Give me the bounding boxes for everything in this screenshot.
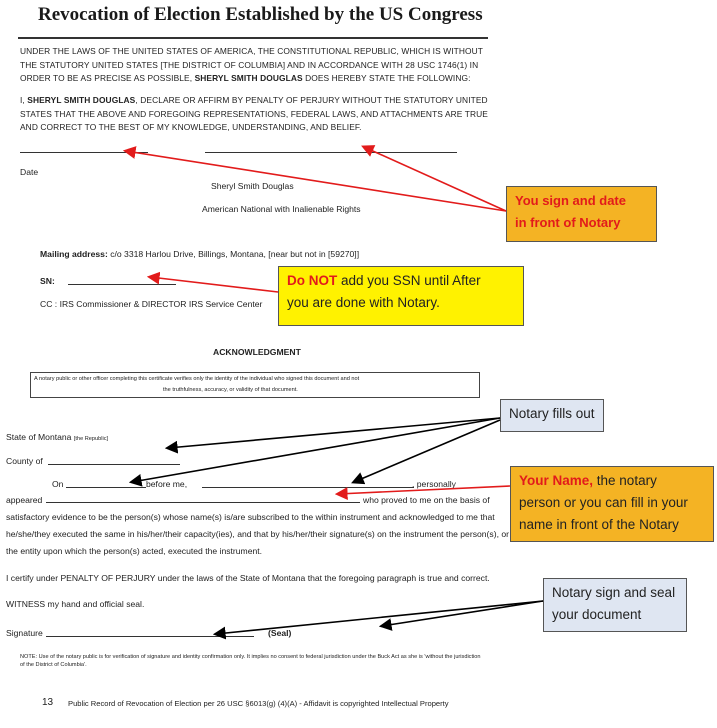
declare-1a: I, — [20, 95, 28, 105]
body-line-2: he/she/they executed the same in his/her/their capacity(ies), and that by his/her/their signature(s) on the instrument the person(s), or — [6, 529, 509, 539]
certify-line: I certify under PENALTY OF PERJURY under the laws of the State of Montana that the foregoing paragraph is true and correct. — [6, 573, 490, 583]
cc-line: CC : IRS Commissioner & DIRECTOR IRS Service Center — [40, 299, 263, 309]
page-number: 13 — [42, 697, 54, 708]
callout-name-l2: person or you can fill in your — [519, 495, 688, 510]
callout-name-l3: name in front of the Notary — [519, 517, 679, 532]
ack-box-line-2: the truthfulness, accuracy, or validity of that document. — [163, 387, 298, 393]
callout-ssn-bold: Do NOT — [287, 273, 338, 288]
note-line-1: NOTE: Use of the notary public is for verification of signature and identity confirmation only. It implies no consent to federal jurisdiction under the Buck Act as she is 'without the jurisdiction — [20, 654, 481, 660]
intro-line-3b: DOES HEREBY STATE THE FOLLOWING: — [302, 73, 471, 83]
appeared-label: appeared — [6, 495, 43, 505]
footer-text: Public Record of Revocation of Election per 26 USC §6013(g) (4)(A) - Affidavit is copyrighted Intellectual Property — [68, 699, 449, 708]
county-label: County of — [6, 456, 43, 466]
callout-sign-date-l1: You sign and date — [515, 193, 626, 208]
intro-name: SHERYL SMITH DOUGLAS — [194, 73, 303, 83]
body-line-1: satisfactory evidence to be the person(s) whose name(s) is/are subscribed to the within instrument and acknowledged to me that — [6, 512, 495, 522]
arrow-to-signature — [216, 601, 543, 634]
ack-title: ACKNOWLEDGMENT — [213, 347, 301, 357]
on-label: On — [52, 479, 64, 489]
declare-1b: , DECLARE OR AFFIRM BY PENALTY OF PERJURY WITHOUT THE STATUTORY UNITED — [135, 95, 488, 105]
callout-ssn-l2: you are done with Notary. — [287, 295, 440, 310]
ack-box-line-1: A notary public or other officer completing this certificate verifies only the identity of the individual who signed this document and not — [34, 376, 360, 382]
who-proved: who proved to me on the basis of — [363, 495, 490, 505]
intro-line-3a: ORDER TO BE AS PRECISE AS POSSIBLE, — [20, 73, 195, 83]
body-line-3: the entity upon which the person(s) acted, executed the instrument. — [6, 546, 263, 556]
callout-notary-fills-text: Notary fills out — [509, 406, 595, 421]
mailing-value: c/o 3318 Harlou Drive, Billings, Montana, [near but not in [59270]] — [107, 249, 360, 259]
callout-name-bold: Your Name, — [519, 473, 594, 488]
arrow-to-county — [132, 418, 500, 482]
arrow-to-date-line — [126, 151, 506, 211]
callout-seal-l2: your document — [552, 607, 642, 622]
state-label: State of Montana — [6, 432, 72, 442]
arrow-to-seal — [382, 601, 543, 626]
mailing-label: Mailing address: — [40, 249, 108, 259]
signature-label: Signature — [6, 628, 43, 638]
arrow-to-signer-line — [364, 147, 506, 211]
date-label: Date — [20, 167, 39, 177]
sn-label: SN: — [40, 276, 55, 286]
callout-seal-l1: Notary sign and seal — [552, 585, 676, 600]
state-small: [the Republic] — [73, 436, 109, 442]
callout-name-rest: the notary — [593, 473, 657, 488]
signer-status: American National with Inalienable Rights — [202, 204, 361, 214]
arrow-to-state — [168, 418, 500, 448]
callout-sign-date-l2: in front of Notary — [515, 215, 621, 230]
arrow-to-sn-line — [150, 277, 278, 292]
declare-line-2: STATES THAT THE ABOVE AND FOREGOING REPRESENTATIONS, FEDERAL LAWS, AND ATTACHMENTS ARE TRUE — [20, 108, 488, 119]
personally-label: , personally — [412, 479, 456, 489]
declare-name: SHERYL SMITH DOUGLAS — [27, 95, 136, 105]
signer-name: Sheryl Smith Douglas — [211, 181, 294, 191]
document-title: Revocation of Election Established by the US Congress — [38, 4, 483, 25]
intro-line-1: UNDER THE LAWS OF THE UNITED STATES OF AMERICA, THE CONSTITUTIONAL REPUBLIC, WHICH IS WITHOUT — [20, 46, 483, 56]
seal-label: (Seal) — [268, 628, 292, 638]
arrow-to-appeared-name — [338, 486, 510, 494]
declare-line-3: AND CORRECT TO THE BEST OF MY KNOWLEDGE, UNDERSTANDING, AND BELIEF. — [20, 122, 362, 132]
before-me-label: before me, — [146, 479, 188, 489]
witness-line: WITNESS my hand and official seal. — [6, 599, 145, 609]
note-line-2: of the District of Columbia'. — [20, 662, 87, 668]
callout-ssn-rest: add you SSN until After — [337, 273, 481, 288]
intro-line-2: THE STATUTORY UNITED STATES [THE DISTRICT OF COLUMBIA] AND IN ACCORDANCE WITH 28 USC 1746(1) IN — [20, 59, 479, 70]
